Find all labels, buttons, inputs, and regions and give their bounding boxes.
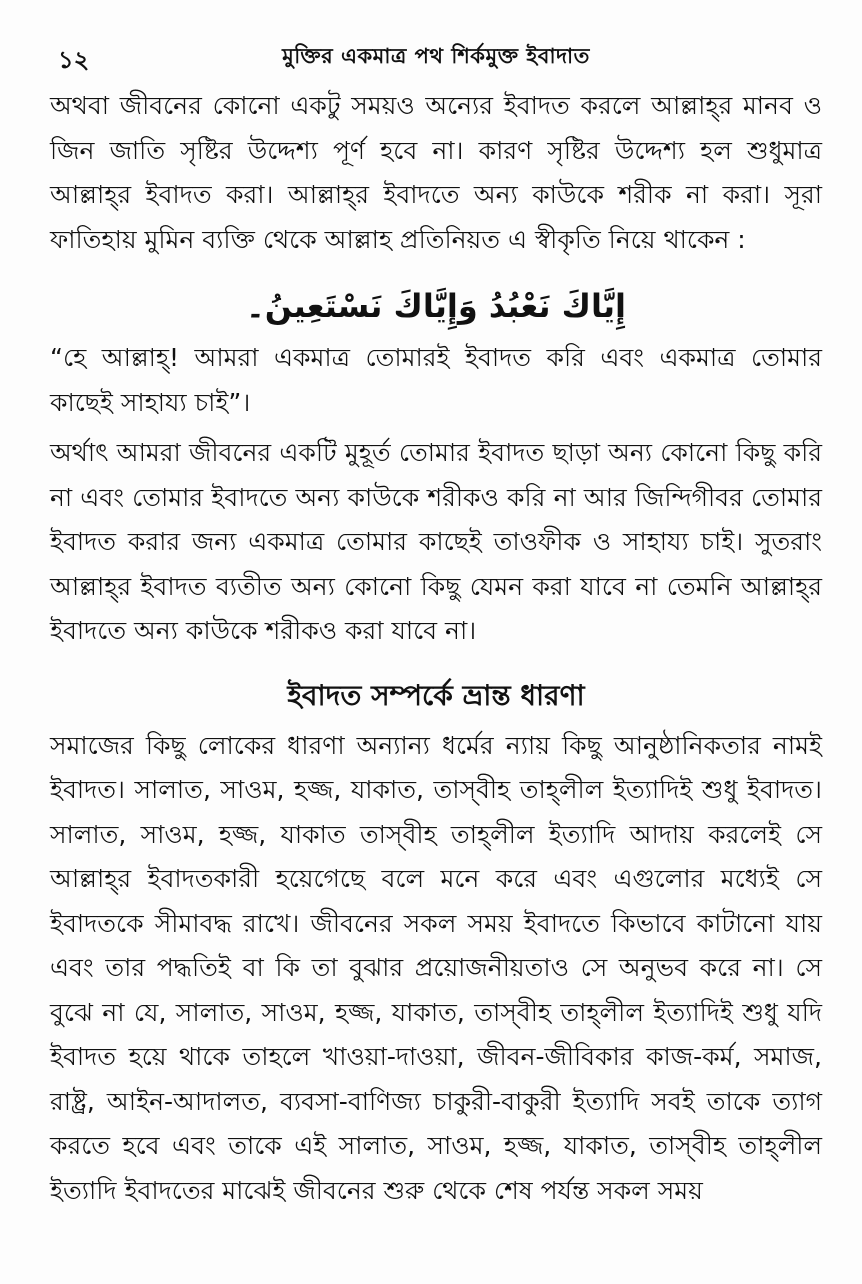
- arabic-verse: إِيَّاكَ نَعْبُدُ وَإِيَّاكَ نَسْتَعِينُ۔: [246, 287, 626, 325]
- paragraph: অথবা জীবনের কোনো একটু সময়ও অন্যের ইবাদত করলে আল্লাহ্‌র মানব ও জিন জাতি সৃষ্টির উদ্দেশ্য পূর্ণ হবে না। কারণ সৃষ্টির উদ্দেশ্য হল শুধুমাত্র আল্লাহ্‌র ইবাদত করা। আল্লাহ্‌র ইবাদতে অন্য কাউকে শরীক না করা। সূরা ফাতিহায় মুমিন ব্যক্তি থেকে আল্লাহ প্রতিনিয়ত এ স্বীকৃতি নিয়ে থাকেন :: [50, 91, 822, 254]
- paragraph: অর্থাৎ আমরা জীবনের একটি মুহূর্ত তোমার ইবাদত ছাড়া অন্য কোনো কিছু করি না এবং তোমার ইবাদতে অন্য কাউকে শরীকও করি না আর জিন্দিগীবর তোমার ইবাদত করার জন্য একমাত্র তোমার কাছেই তাওফীক ও সাহায্য চাই। সুতরাং আল্লাহ্‌র ইবাদত ব্যতীত অন্য কোনো কিছু যেমন করা যাবে না তেমনি আল্লাহ্‌র ইবাদতে অন্য কাউকে শরীকও করা যাবে না।: [50, 438, 822, 645]
- running-title: মুক্তির একমাত্র পথ শির্কমুক্ত ইবাদাত: [282, 44, 590, 68]
- paragraph: সমাজের কিছু লোকের ধারণা অন্যান্য ধর্মের ন্যায় কিছু আনুষ্ঠানিকতার নামই ইবাদত। সালাত, সাওম, হজ্জ, যাকাত, তাস্‌বীহ তাহ্‌লীল ইত্যাদিই শুধু ইবাদত। সালাত, সাওম, হজ্জ, যাকাত তাস্‌বীহ তাহ্‌লীল ইত্যাদি আদায় করলেই সে আল্লাহ্‌র ইবাদতকারী হয়েগেছে বলে মনে করে এবং এগুলোর মধ্যেই সে ইবাদতকে সীমাবদ্ধ রাখে। জীবনের সকল সময় ইবাদতে কিভাবে কাটানো যায় এবং তার পদ্ধতিই বা কি তা বুঝার প্রয়োজনীয়তাও সে অনুভব করে না। সে বুঝে না যে, সালাত, সাওম, হজ্জ, যাকাত, তাস্‌বীহ তাহ্‌লীল ইত্যাদিই শুধু যদি ইবাদত হয়ে থাকে তাহলে খাওয়া-দাওয়া, জীবন-জীবিকার কাজ-কর্ম, সমাজ, রাষ্ট্র, আইন-আদালত, ব্যবসা-বাণিজ্য চাকুরী-বাকুরী ইত্যাদি সবই তাকে ত্যাগ করতে হবে এবং তাকে এই সালাত, সাওম, হজ্জ, যাকাত, তাস্‌বীহ তাহ্‌লীল ইত্যাদি ইবাদতের মাঝেই জীবনের শুরু থেকে শেষ পর্যন্ত সকল সময়: [50, 730, 822, 1205]
- section-heading: ইবাদত সম্পর্কে ভ্রান্ত ধারণা: [287, 678, 585, 712]
- page-header: [50, 0, 822, 74]
- translation-quote: “হে আল্লাহ্‌! আমরা একমাত্র তোমারই ইবাদত করি এবং একমাত্র তোমার কাছেই সাহায্য চাই”।: [50, 343, 822, 417]
- page-number: ১২: [58, 45, 90, 74]
